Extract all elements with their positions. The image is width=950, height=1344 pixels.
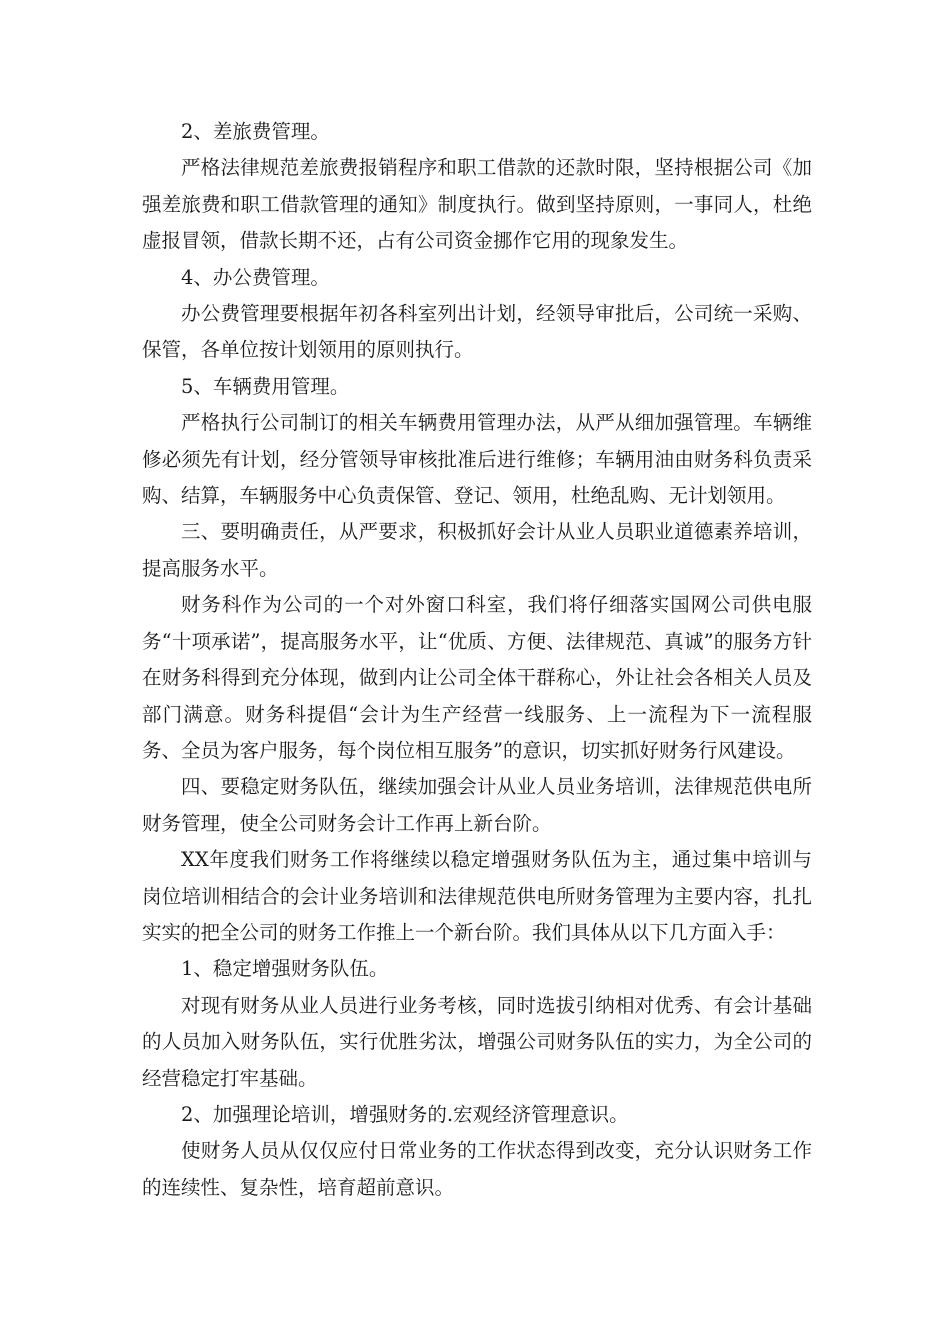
paragraph-heading: 2、差旅费管理。	[181, 120, 330, 143]
paragraph-heading: 2、加强理论培训，增强财务的.宏观经济管理意识。	[181, 1102, 629, 1126]
paragraph: 使财务人员从仅仅应付日常业务的工作状态得到改变，充分认识财务工作的连续性、复杂性，培育超前意识。	[142, 1139, 812, 1199]
paragraph: XX年度我们财务工作将继续以稳定增强财务队伍为主，通过集中培训与岗位培训相结合的会计业务培训和法律规范供电所财务管理为主要内容，扎扎实实的把全公司的财务工作推上一个新台阶。我们具体从以下几方面入手：	[142, 848, 812, 944]
section-heading: 四、要稳定财务队伍，继续加强会计从业人员业务培训，法律规范供电所财务管理，使全公司财务会计工作再上新台阶。	[142, 775, 812, 835]
paragraph: 对现有财务从业人员进行业务考核，同时选拔引纳相对优秀、有会计基础的人员加入财务队伍，实行优胜劣汰，增强公司财务队伍的实力，为全公司的经营稳定打牢基础。	[142, 993, 812, 1090]
section-heading: 三、要明确责任，从严要求，积极抓好会计从业人员职业道德素养培训，提高服务水平。	[142, 520, 812, 580]
paragraph: 严格执行公司制订的相关车辆费用管理办法，从严从细加强管理。车辆维修必须先有计划，经分管领导审核批准后进行维修；车辆用油由财务科负责采购、结算，车辆服务中心负责保管、登记、领用，杜绝乱购、无计划领用。	[142, 411, 812, 508]
document-body	[142, 114, 812, 1206]
paragraph-heading: 5、车辆费用管理。	[181, 374, 350, 398]
paragraph: 财务科作为公司的一个对外窗口科室，我们将仔细落实国网公司供电服务“十项承诺”，提高服务水平，让“优质、方便、法律规范、真诚”的服务方针在财务科得到充分体现，做到内让公司全体干群称心，外让社会各相关人员及部门满意。财务科提倡“会计为生产经营一线服务、上一流程为下一流程服务、全员为客户服务，每个岗位相互服务”的意识，切实抓好财务行风建设。	[142, 593, 812, 762]
paragraph: 办公费管理要根据年初各科室列出计划，经领导审批后，公司统一采购、保管，各单位按计划领用的原则执行。	[142, 302, 812, 362]
paragraph: 严格法律规范差旅费报销程序和职工借款的还款时限，坚持根据公司《加强差旅费和职工借款管理的通知》制度执行。做到坚持原则，一事同人，杜绝虚报冒领，借款长期不还，占有公司资金挪作它用的现象发生。	[142, 156, 812, 253]
paragraph-heading: 1、稳定增强财务队伍。	[181, 957, 389, 981]
paragraph-heading: 4、办公费管理。	[181, 265, 330, 289]
